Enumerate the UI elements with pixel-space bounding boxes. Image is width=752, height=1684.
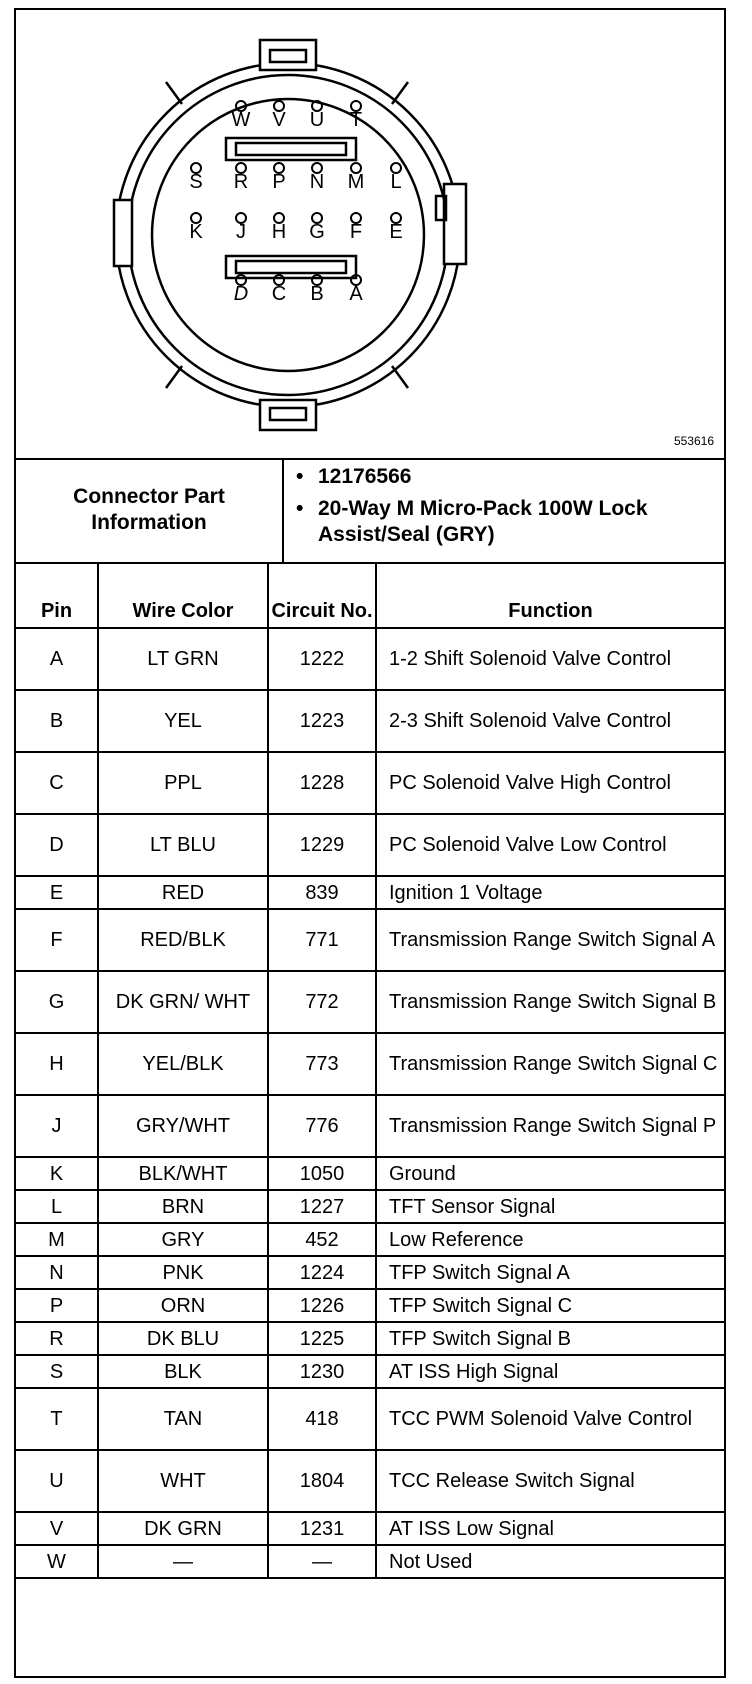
function-cell: Transmission Range Switch Signal A [376, 909, 724, 971]
wire-color-cell: BLK [98, 1355, 268, 1388]
table-row [16, 971, 724, 1033]
pin-label: S [189, 171, 203, 193]
seal-ridge [166, 366, 182, 388]
function-cell: PC Solenoid Valve High Control [376, 752, 724, 814]
circuit-cell: 1230 [268, 1355, 376, 1388]
seal-ridge [392, 366, 408, 388]
pin-cell: H [16, 1033, 98, 1095]
table-row [16, 1256, 724, 1289]
wire-color-cell: BRN [98, 1190, 268, 1223]
lower-key-bar [226, 256, 356, 278]
circuit-cell: — [268, 1545, 376, 1578]
pin-label: E [389, 221, 403, 243]
circuit-cell: 1226 [268, 1289, 376, 1322]
function-cell: TFP Switch Signal C [376, 1289, 724, 1322]
left-lock-tab [114, 200, 132, 266]
connector-part-info-label: Connector Part Information [16, 458, 284, 562]
pin-label: G [309, 221, 325, 243]
pin-label: J [236, 221, 246, 243]
function-cell: TCC Release Switch Signal [376, 1450, 724, 1512]
circuit-cell: 1804 [268, 1450, 376, 1512]
circuit-cell: 1225 [268, 1322, 376, 1355]
pin-cell: E [16, 876, 98, 909]
wire-color-cell: YEL/BLK [98, 1033, 268, 1095]
pin-cell: D [16, 814, 98, 876]
function-cell: AT ISS Low Signal [376, 1512, 724, 1545]
image-id: 553616 [673, 434, 714, 448]
table-row [16, 1190, 724, 1223]
table-row [16, 876, 724, 909]
function-cell: TFP Switch Signal B [376, 1322, 724, 1355]
wire-color-cell: DK BLU [98, 1322, 268, 1355]
seal-ridge [166, 82, 182, 104]
pin-label: M [347, 171, 365, 193]
function-cell: TFP Switch Signal A [376, 1256, 724, 1289]
function-cell: Low Reference [376, 1223, 724, 1256]
circuit-cell: 1229 [268, 814, 376, 876]
table-row [16, 1355, 724, 1388]
pin-cell: K [16, 1157, 98, 1190]
wire-color-cell: — [98, 1545, 268, 1578]
right-lock-tab [444, 184, 466, 264]
connector-outer-ring [116, 63, 460, 407]
function-header: Function [376, 562, 724, 628]
table-row [16, 752, 724, 814]
function-cell: AT ISS High Signal [376, 1355, 724, 1388]
connector-part-info-list [284, 464, 724, 554]
circuit-cell: 1050 [268, 1157, 376, 1190]
circuit-cell: 1227 [268, 1190, 376, 1223]
wire-color-cell: DK GRN/ WHT [98, 971, 268, 1033]
upper-key-bar-inner [236, 143, 346, 155]
wire-color-cell: GRY/WHT [98, 1095, 268, 1157]
function-cell: Not Used [376, 1545, 724, 1578]
wire-color-cell: TAN [98, 1388, 268, 1450]
connector-part-info [16, 458, 724, 564]
wire-color-cell: PNK [98, 1256, 268, 1289]
wire-color-cell: ORN [98, 1289, 268, 1322]
wire-color-cell: LT GRN [98, 628, 268, 690]
wire-color-cell: DK GRN [98, 1512, 268, 1545]
table-row [16, 1545, 724, 1578]
function-cell: Transmission Range Switch Signal P [376, 1095, 724, 1157]
function-cell: Ground [376, 1157, 724, 1190]
pin-label: L [390, 171, 402, 193]
circuit-cell: 1231 [268, 1512, 376, 1545]
function-cell: TFT Sensor Signal [376, 1190, 724, 1223]
function-cell: Transmission Range Switch Signal B [376, 971, 724, 1033]
pin-label: F [349, 221, 363, 243]
pin-cell: U [16, 1450, 98, 1512]
pin-label: H [271, 221, 287, 243]
table-row [16, 1095, 724, 1157]
pin-cell: P [16, 1289, 98, 1322]
circuit-cell: 776 [268, 1095, 376, 1157]
pin-label: U [309, 109, 325, 131]
circuit-cell: 452 [268, 1223, 376, 1256]
pin-label: P [272, 171, 286, 193]
function-cell: Ignition 1 Voltage [376, 876, 724, 909]
table-row [16, 1322, 724, 1355]
bottom-latch [260, 400, 316, 430]
table-row [16, 1157, 724, 1190]
circuit-cell: 1223 [268, 690, 376, 752]
pin-label: T [349, 109, 363, 131]
function-cell: TCC PWM Solenoid Valve Control [376, 1388, 724, 1450]
wire-color-cell: BLK/WHT [98, 1157, 268, 1190]
table-row [16, 628, 724, 690]
pin-cell: T [16, 1388, 98, 1450]
pin-cell: N [16, 1256, 98, 1289]
pin-label: V [272, 109, 286, 131]
pin-cell: S [16, 1355, 98, 1388]
table-row [16, 1512, 724, 1545]
table-row [16, 1033, 724, 1095]
table-row [16, 909, 724, 971]
table-row [16, 814, 724, 876]
wire-color-cell: RED [98, 876, 268, 909]
part-number: 12176566 [318, 465, 412, 488]
wire-color-header: Wire Color [98, 562, 268, 628]
function-cell: 2-3 Shift Solenoid Valve Control [376, 690, 724, 752]
circuit-cell: 1222 [268, 628, 376, 690]
pin-cell: R [16, 1322, 98, 1355]
pin-header: Pin [16, 562, 98, 628]
pin-cell: A [16, 628, 98, 690]
pin-cell: C [16, 752, 98, 814]
bullet-icon: • [296, 497, 304, 520]
wire-color-cell: LT BLU [98, 814, 268, 876]
pin-cell: V [16, 1512, 98, 1545]
circuit-cell: 772 [268, 971, 376, 1033]
wire-color-cell: YEL [98, 690, 268, 752]
table-row [16, 1289, 724, 1322]
pin-label: R [233, 171, 249, 193]
circuit-cell: 771 [268, 909, 376, 971]
wire-color-cell: PPL [98, 752, 268, 814]
part-number-item [284, 464, 724, 490]
connector-face-drawing [16, 10, 724, 458]
pin-label: N [309, 171, 325, 193]
pin-label: W [231, 109, 251, 131]
circuit-cell: 773 [268, 1033, 376, 1095]
pin-cell: W [16, 1545, 98, 1578]
function-cell: Transmission Range Switch Signal C [376, 1033, 724, 1095]
upper-key-bar [226, 138, 356, 160]
table-row [16, 1388, 724, 1450]
lower-key-bar-inner [236, 261, 346, 273]
function-cell: PC Solenoid Valve Low Control [376, 814, 724, 876]
function-cell: 1-2 Shift Solenoid Valve Control [376, 628, 724, 690]
wire-color-cell: GRY [98, 1223, 268, 1256]
table-row [16, 1450, 724, 1512]
pinout-table [16, 562, 724, 1579]
pin-label: C [271, 283, 287, 305]
table-header-row [16, 562, 724, 628]
circuit-header: Circuit No. [268, 562, 376, 628]
table-row [16, 690, 724, 752]
seal-ridge [392, 82, 408, 104]
circuit-cell: 1228 [268, 752, 376, 814]
pin-label: K [189, 221, 203, 243]
pin-label: D [233, 283, 249, 305]
pin-label: A [349, 283, 363, 305]
pin-cell: G [16, 971, 98, 1033]
circuit-cell: 418 [268, 1388, 376, 1450]
pin-label: B [310, 283, 324, 305]
connector-description: 20-Way M Micro-Pack 100W Lock Assist/Seal (GRY) [318, 497, 648, 546]
circuit-cell: 1224 [268, 1256, 376, 1289]
circuit-cell: 839 [268, 876, 376, 909]
pin-cell: M [16, 1223, 98, 1256]
connector-description-item [284, 496, 724, 548]
wire-color-cell: WHT [98, 1450, 268, 1512]
pin-cell: F [16, 909, 98, 971]
connector-sheet [14, 8, 726, 1678]
top-latch [260, 40, 316, 70]
bullet-icon: • [296, 465, 304, 488]
wire-color-cell: RED/BLK [98, 909, 268, 971]
pin-cell: B [16, 690, 98, 752]
pin-cell: L [16, 1190, 98, 1223]
table-row [16, 1223, 724, 1256]
connector-diagram [16, 10, 724, 460]
pin-cell: J [16, 1095, 98, 1157]
